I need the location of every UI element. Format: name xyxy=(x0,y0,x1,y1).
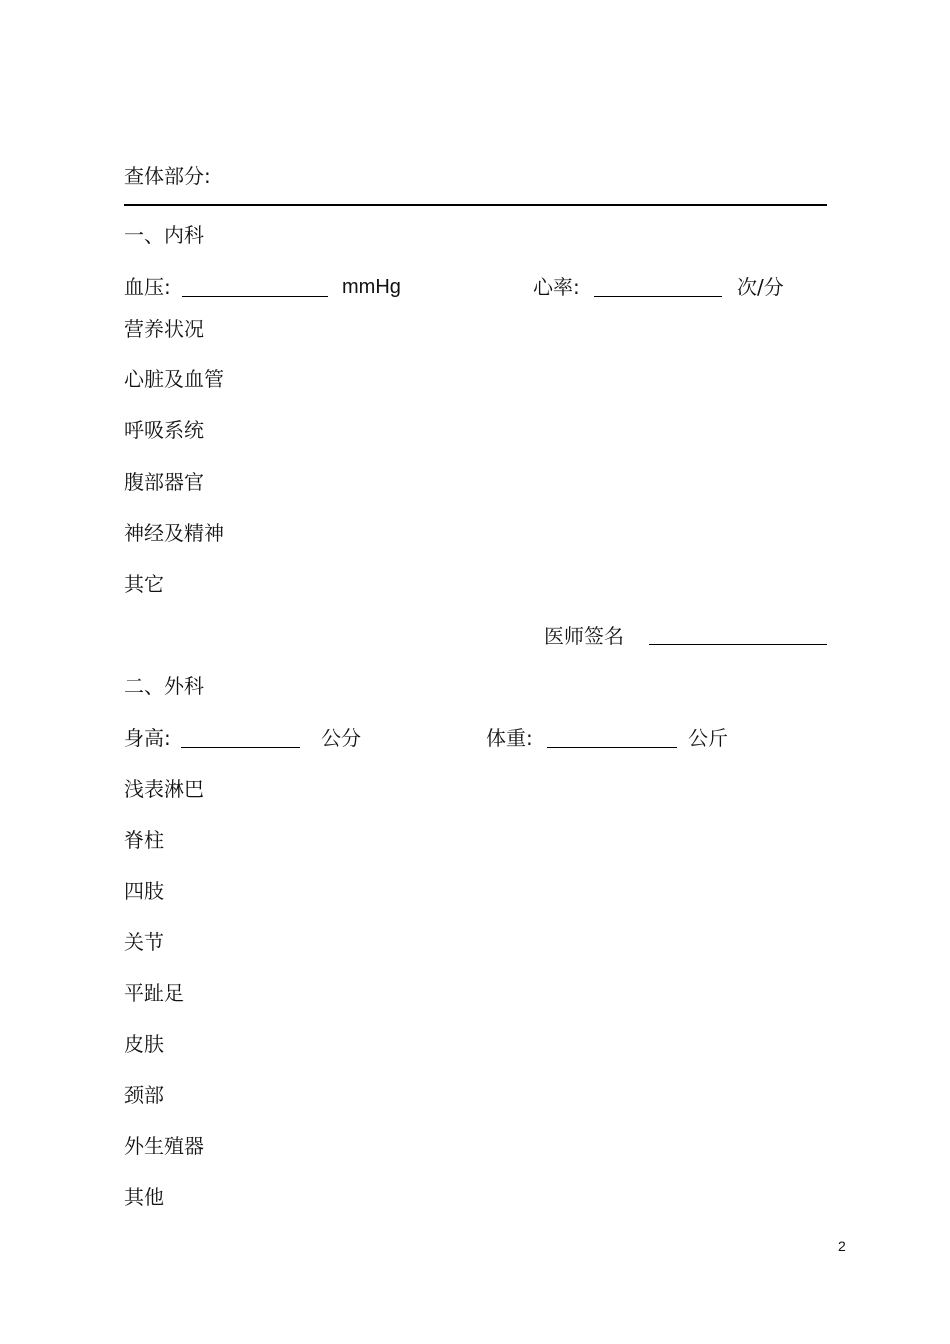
exam-item: 神经及精神 xyxy=(124,521,224,545)
weight-unit: 公斤 xyxy=(688,726,728,750)
exam-item: 外生殖器 xyxy=(124,1134,204,1158)
exam-item: 颈部 xyxy=(124,1083,164,1107)
exam-item: 其他 xyxy=(124,1185,164,1209)
blood-pressure-unit: mmHg xyxy=(342,276,401,298)
page-number: 2 xyxy=(838,1238,846,1254)
page-title: 查体部分: xyxy=(124,164,211,188)
heart-rate-unit: 次/分 xyxy=(737,275,784,299)
exam-item: 心脏及血管 xyxy=(124,367,224,391)
signature-label: 医师签名 xyxy=(544,624,624,648)
exam-item: 四肢 xyxy=(124,879,164,903)
blood-pressure-field[interactable] xyxy=(182,296,328,297)
weight-field[interactable] xyxy=(547,747,677,748)
exam-item: 其它 xyxy=(124,572,164,596)
section-heading-surgery: 二、外科 xyxy=(124,674,204,698)
exam-item: 营养状况 xyxy=(124,317,204,341)
section-heading-internal: 一、内科 xyxy=(124,223,204,247)
height-label: 身高: xyxy=(124,726,171,750)
heart-rate-field[interactable] xyxy=(594,296,722,297)
header-divider xyxy=(124,204,827,206)
exam-item: 浅表淋巴 xyxy=(124,777,204,801)
height-field[interactable] xyxy=(181,747,300,748)
signature-field[interactable] xyxy=(649,644,827,645)
blood-pressure-label: 血压: xyxy=(124,275,171,299)
height-unit: 公分 xyxy=(321,726,361,750)
weight-label: 体重: xyxy=(486,726,533,750)
heart-rate-label: 心率: xyxy=(533,275,580,299)
exam-item: 平趾足 xyxy=(124,981,184,1005)
exam-item: 脊柱 xyxy=(124,828,164,852)
exam-item: 皮肤 xyxy=(124,1032,164,1056)
exam-item: 呼吸系统 xyxy=(124,418,204,442)
exam-item: 腹部器官 xyxy=(124,470,204,494)
exam-item: 关节 xyxy=(124,930,164,954)
